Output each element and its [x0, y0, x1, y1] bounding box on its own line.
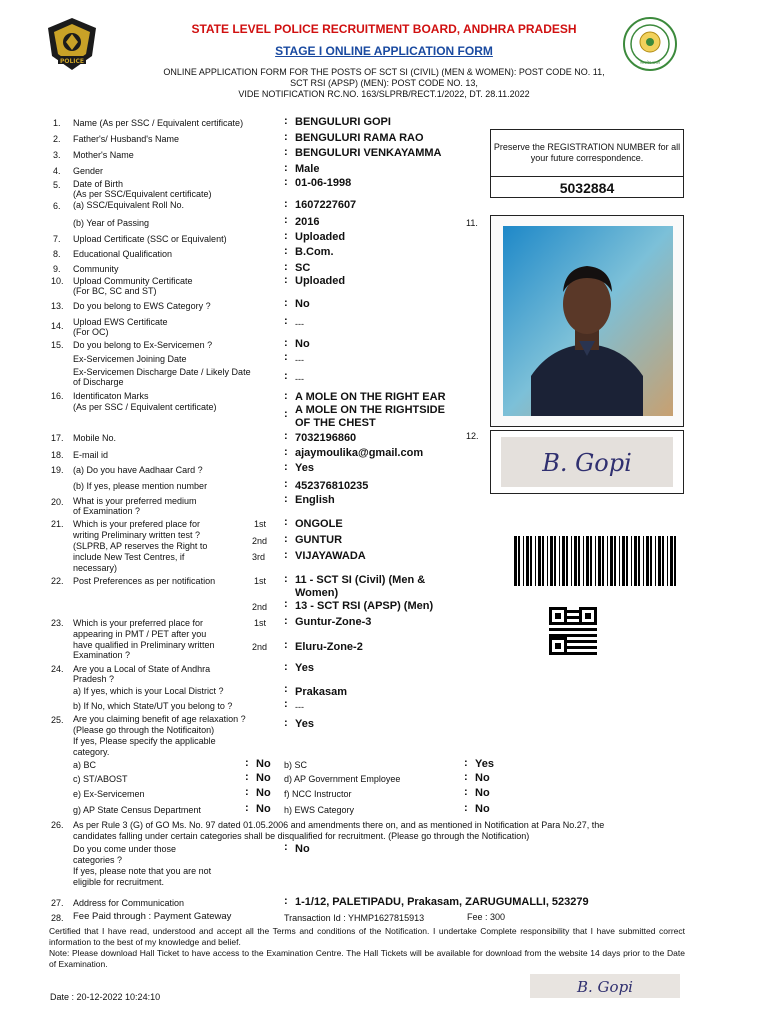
- label-rule-2: candidates falling under certain categories shall be disqualified for recruitment. (Please go through the Notification): [73, 831, 530, 841]
- value-email: ajaymoulika@gmail.com: [295, 447, 424, 459]
- colon: :: [284, 895, 288, 907]
- signature-frame: [490, 430, 684, 494]
- colon: :: [284, 549, 288, 561]
- item-number-22: 22.: [51, 576, 64, 586]
- category-st: c) ST/ABOST: [73, 774, 128, 784]
- value-post-pref-1b: Women): [295, 587, 339, 599]
- header-line-3: VIDE NOTIFICATION RC.NO. 163/SLPRB/RECT.1/2022, DT. 28.11.2022: [238, 89, 530, 99]
- value-name: BENGULURI GOPI: [295, 116, 391, 128]
- colon: :: [284, 274, 288, 286]
- colon: :: [245, 757, 249, 769]
- label-ews-cert: Upload EWS Certificate: [73, 317, 168, 327]
- item-number-27: 27.: [51, 898, 64, 908]
- category-sc: b) SC: [284, 760, 308, 770]
- item-number-26: 26.: [51, 820, 64, 830]
- label-pmt-place-2: appearing in PMT / PET after you: [73, 629, 207, 639]
- category-ex-servicemen: e) Ex-Servicemen: [73, 789, 145, 799]
- colon: :: [284, 230, 288, 242]
- value-transaction-id: Transaction Id : YHMP1627815913: [284, 913, 425, 923]
- colon: :: [284, 430, 288, 442]
- label-email: E-mail id: [73, 450, 109, 460]
- value-st: No: [256, 772, 271, 784]
- label-test-place-4: include New Test Centres, if: [73, 552, 185, 562]
- label-identification-note: (As per SSC / Equivalent certificate): [73, 402, 217, 412]
- category-ews: h) EWS Category: [284, 805, 355, 815]
- label-test-place: Which is your prefered place for: [73, 519, 201, 529]
- value-gender: Male: [295, 163, 320, 175]
- value-ex-category: No: [256, 787, 271, 799]
- label-test-place-2: writing Preliminary written test ?: [73, 530, 201, 540]
- value-test-place-1: ONGOLE: [295, 518, 343, 530]
- order-1st: 1st: [254, 519, 267, 529]
- order-2nd: 2nd: [252, 536, 268, 546]
- label-age-relax-4: category.: [73, 747, 110, 757]
- label-test-place-5: necessary): [73, 563, 118, 573]
- value-community: SC: [295, 262, 311, 274]
- barcode: [514, 536, 678, 586]
- colon: :: [284, 408, 288, 420]
- colon: :: [284, 446, 288, 458]
- item-number-21: 21.: [51, 519, 64, 529]
- label-ews: Do you belong to EWS Category ?: [73, 301, 211, 311]
- qr-code: [549, 607, 597, 655]
- value-education: B.Com.: [295, 246, 334, 258]
- colon: :: [284, 698, 288, 710]
- label-ews-cert-note: (For OC): [73, 327, 109, 337]
- value-sc: Yes: [475, 758, 494, 770]
- value-mark-1: A MOLE ON THE RIGHT EAR: [295, 391, 446, 403]
- colon: :: [284, 315, 288, 327]
- value-address: 1-1/12, PALETIPADU, Prakasam, ZARUGUMALLI, 523279: [295, 896, 589, 908]
- item-number-28: 28.: [51, 913, 64, 923]
- colon: :: [245, 771, 249, 783]
- value-aadhaar-number: 452376810235: [295, 480, 369, 492]
- label-medium: What is your preferred medium: [73, 496, 197, 506]
- item-number-12: 12.: [466, 431, 479, 441]
- label-ex-servicemen: Do you belong to Ex-Servicemen ?: [73, 340, 213, 350]
- label-upload-cert: Upload Certificate (SSC or Equivalent): [73, 234, 227, 244]
- value-mother-name: BENGULURI VENKAYAMMA: [295, 147, 442, 159]
- colon: :: [284, 461, 288, 473]
- item-number-11: 11.: [466, 218, 478, 228]
- value-father-name: BENGULURI RAMA RAO: [295, 132, 424, 144]
- value-pmt-place-1: Guntur-Zone-3: [295, 616, 372, 628]
- form-title: STAGE I ONLINE APPLICATION FORM: [275, 44, 493, 58]
- header-line-1: ONLINE APPLICATION FORM FOR THE POSTS OF SCT SI (CIVIL) (MEN & WOMEN): POST CODE NO. 11,: [163, 67, 605, 77]
- colon: :: [464, 771, 468, 783]
- item-number-1: 1.: [53, 118, 61, 128]
- item-number-8: 8.: [53, 249, 61, 259]
- value-test-place-2: GUNTUR: [295, 534, 343, 546]
- label-ex-discharge: Ex-Servicemen Discharge Date / Likely Date: [73, 367, 251, 377]
- item-number-7: 7.: [53, 234, 61, 244]
- value-upload-cert: Uploaded: [295, 231, 346, 243]
- order-1st: 1st: [254, 618, 267, 628]
- value-mobile: 7032196860: [295, 432, 357, 444]
- label-disq-1: Do you come under those: [73, 844, 177, 854]
- label-age-relax-3: If yes, Please specify the applicable: [73, 736, 216, 746]
- value-state-ut: ---: [295, 702, 304, 712]
- bottom-signature: [530, 974, 680, 998]
- item-number-15: 15.: [51, 340, 64, 350]
- colon: :: [284, 176, 288, 188]
- colon: :: [284, 573, 288, 585]
- item-number-20: 20.: [51, 497, 64, 507]
- value-ews-category: No: [475, 803, 490, 815]
- label-community-cert: Upload Community Certificate: [73, 276, 193, 286]
- colon: :: [284, 297, 288, 309]
- value-ex-discharge: ---: [295, 374, 304, 384]
- colon: :: [284, 115, 288, 127]
- photo-frame: [490, 215, 684, 427]
- value-disqualified: No: [295, 843, 310, 855]
- label-aadhaar-number: (b) If yes, please mention number: [73, 481, 208, 491]
- category-ncc: f) NCC Instructor: [284, 789, 352, 799]
- order-2nd: 2nd: [252, 642, 268, 652]
- value-pmt-place-2: Eluru-Zone-2: [295, 641, 363, 653]
- colon: :: [284, 337, 288, 349]
- label-ex-joining: Ex-Servicemen Joining Date: [73, 354, 187, 364]
- category-ap-govt: d) AP Government Employee: [284, 774, 401, 784]
- label-age-relax: Are you claiming benefit of age relaxation ?: [73, 714, 246, 724]
- label-address: Address for Communication: [73, 898, 185, 908]
- colon: :: [284, 661, 288, 673]
- print-date: Date : 20-12-2022 10:24:10: [50, 992, 161, 1002]
- value-test-place-3: VIJAYAWADA: [295, 550, 366, 562]
- label-dob-note: (As per SSC/Equivalent certificate): [73, 189, 212, 199]
- item-number-4: 4.: [53, 166, 61, 176]
- label-community: Community: [73, 264, 119, 274]
- category-bc: a) BC: [73, 760, 97, 770]
- category-census: g) AP State Census Department: [73, 805, 201, 815]
- item-number-6: 6.: [53, 201, 61, 211]
- item-number-14: 14.: [51, 321, 64, 331]
- label-father-name: Father's/ Husband's Name: [73, 134, 179, 144]
- value-ap-govt: No: [475, 772, 490, 784]
- value-local: Yes: [295, 662, 314, 674]
- colon: :: [284, 146, 288, 158]
- label-roll-no: (a) SSC/Equivalent Roll No.: [73, 200, 185, 210]
- item-number-17: 17.: [51, 433, 64, 443]
- order-3rd: 3rd: [252, 552, 266, 562]
- colon: :: [284, 478, 288, 490]
- colon: :: [464, 802, 468, 814]
- label-pmt-place-3: have qualified in Preliminary written: [73, 640, 215, 650]
- registration-number: 5032884: [490, 176, 684, 198]
- label-identification: Identificaton Marks: [73, 391, 149, 401]
- value-post-pref-2: 13 - SCT RSI (APSP) (Men): [295, 600, 434, 612]
- label-local-2: Pradesh ?: [73, 674, 115, 684]
- colon: :: [284, 131, 288, 143]
- value-mark-2: A MOLE ON THE RIGHTSIDE: [295, 404, 445, 416]
- value-fee: Fee : 300: [467, 912, 506, 922]
- label-rule-1: As per Rule 3 (G) of GO Ms. No. 97 dated 01.05.2006 and amendments there on, and as mentioned in Notification at Para No.27, the: [73, 820, 605, 830]
- colon: :: [284, 245, 288, 257]
- colon: :: [284, 351, 288, 363]
- value-post-pref-1: 11 - SCT SI (Civil) (Men &: [295, 574, 426, 586]
- value-aadhaar: Yes: [295, 462, 314, 474]
- board-title: STATE LEVEL POLICE RECRUITMENT BOARD, ANDHRA PRADESH: [191, 22, 577, 36]
- colon: :: [284, 516, 288, 528]
- value-age-relax: Yes: [295, 718, 314, 730]
- signature-image: [491, 431, 683, 493]
- candidate-photo: [491, 216, 683, 426]
- value-dob: 01-06-1998: [295, 177, 352, 189]
- label-aadhaar: (a) Do you have Aadhaar Card ?: [73, 465, 203, 475]
- colon: :: [284, 598, 288, 610]
- label-local-district: a) If yes, which is your Local District ?: [73, 686, 224, 696]
- label-disq-2: categories ?: [73, 855, 123, 865]
- value-local-district: Prakasam: [295, 686, 347, 698]
- item-number-10: 10.: [51, 276, 64, 286]
- colon: :: [245, 802, 249, 814]
- item-number-3: 3.: [53, 150, 61, 160]
- label-ex-discharge-2: of Discharge: [73, 377, 124, 387]
- label-education: Educational Qualification: [73, 249, 173, 259]
- label-post-pref: Post Preferences as per notification: [73, 576, 216, 586]
- item-number-9: 9.: [53, 264, 61, 274]
- colon: :: [284, 717, 288, 729]
- label-local: Are you a Local of State of Andhra: [73, 664, 211, 674]
- value-bc: No: [256, 758, 271, 770]
- colon: :: [284, 615, 288, 627]
- label-medium-2: of Examination ?: [73, 506, 141, 516]
- item-number-18: 18.: [51, 450, 64, 460]
- label-gender: Gender: [73, 166, 104, 176]
- colon: :: [284, 390, 288, 402]
- value-community-cert: Uploaded: [295, 275, 346, 287]
- order-1st: 1st: [254, 576, 267, 586]
- value-ews: No: [295, 298, 310, 310]
- item-number-19: 19.: [51, 465, 64, 475]
- item-number-2: 2.: [53, 134, 61, 144]
- label-pmt-place: Which is your preferred place for: [73, 618, 204, 628]
- colon: :: [284, 533, 288, 545]
- bottom-signature-text: B. Gopi: [577, 978, 633, 996]
- registration-note-box: [490, 129, 684, 177]
- declaration-text: Certified that I have read, understood and accept all the Terms and conditions of the Notification. I undertake Complete responsibility that I have submitted correct information to the best of my knowledge and belief.: [49, 926, 685, 947]
- order-2nd: 2nd: [252, 602, 268, 612]
- label-test-place-3: (SLPRB, AP reserves the Right to: [73, 541, 208, 551]
- value-medium: English: [295, 494, 335, 506]
- item-number-5: 5.: [53, 180, 61, 190]
- label-disq-3: If yes, please note that you are not: [73, 866, 212, 876]
- label-name: Name (As per SSC / Equivalent certificate): [73, 118, 244, 128]
- colon: :: [284, 370, 288, 382]
- value-ews-cert: ---: [295, 319, 304, 329]
- value-ncc: No: [475, 787, 490, 799]
- value-ex-joining: ---: [295, 355, 304, 365]
- registration-note: Preserve the REGISTRATION NUMBER for all your future correspondence.: [493, 142, 681, 163]
- item-number-13: 13.: [51, 301, 64, 311]
- item-number-24: 24.: [51, 664, 64, 674]
- label-mother-name: Mother's Name: [73, 150, 134, 160]
- value-ex-servicemen: No: [295, 338, 310, 350]
- value-year-passing: 2016: [295, 216, 320, 228]
- label-fee: Fee Paid through : Payment Gateway: [73, 911, 232, 922]
- label-age-relax-2: (Please go through the Notificaiton): [73, 725, 215, 735]
- colon: :: [284, 162, 288, 174]
- colon: :: [284, 214, 288, 226]
- item-number-25: 25.: [51, 715, 64, 725]
- colon: :: [284, 683, 288, 695]
- note-text: Note: Please download Hall Ticket to have access to the Examination Centre. The Hall Tickets will be available for download from the website 14 days prior to the Date of Examination.: [49, 948, 685, 969]
- label-mobile: Mobile No.: [73, 433, 117, 443]
- label-pmt-place-4: Examination ?: [73, 650, 131, 660]
- label-dob: Date of Birth: [73, 179, 124, 189]
- ap-emblem-text: सत्यमेव जयते: [640, 60, 660, 65]
- label-disq-4: eligible for recruitment.: [73, 877, 165, 887]
- police-logo-text: POLICE: [59, 58, 85, 65]
- colon: :: [284, 493, 288, 505]
- label-community-cert-note: (For BC, SC and ST): [73, 286, 157, 296]
- header-line-2: SCT RSI (APSP) (MEN): POST CODE NO. 13,: [290, 78, 478, 88]
- label-year-passing: (b) Year of Passing: [73, 218, 150, 228]
- label-state-ut: b) If No, which State/UT you belong to ?: [73, 701, 233, 711]
- value-census: No: [256, 803, 271, 815]
- value-roll-no: 1607227607: [295, 199, 357, 211]
- colon: :: [464, 786, 468, 798]
- item-number-16: 16.: [51, 391, 64, 401]
- colon: :: [245, 786, 249, 798]
- signature-text: B. Gopi: [542, 449, 632, 477]
- colon: :: [464, 757, 468, 769]
- item-number-23: 23.: [51, 618, 64, 628]
- colon: :: [284, 639, 288, 651]
- colon: :: [284, 841, 288, 853]
- value-mark-2b: OF THE CHEST: [295, 417, 376, 429]
- colon: :: [284, 198, 288, 210]
- colon: :: [284, 261, 288, 273]
